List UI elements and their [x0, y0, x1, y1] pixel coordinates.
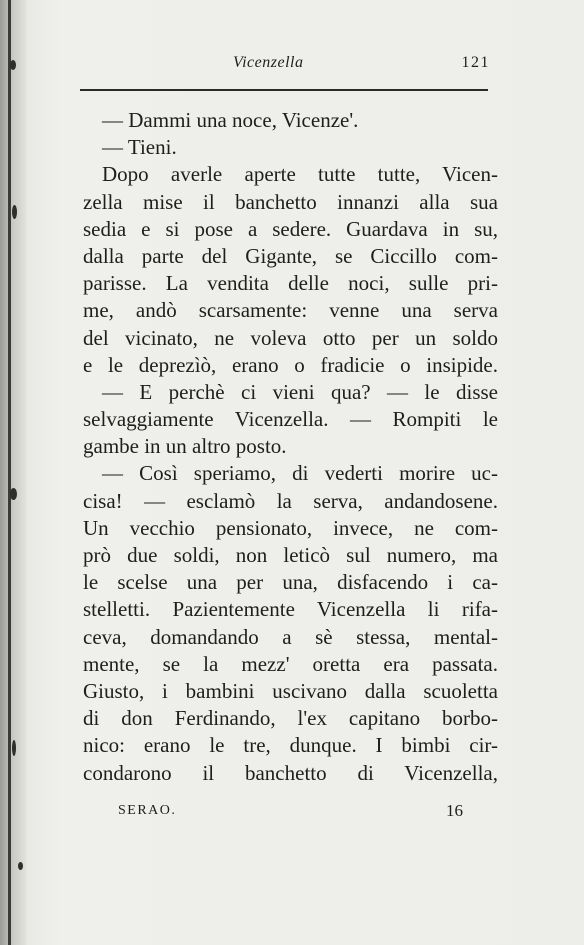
- text-line: prò due soldi, non leticò sul numero, ma: [83, 543, 498, 567]
- text-line: cisa! — esclamò la serva, andandosene.: [83, 488, 498, 513]
- text-line: gambe in un altro posto.: [83, 434, 287, 459]
- text-line: Un vecchio pensionato, invece, ne com-: [83, 515, 498, 540]
- text-line: condarono il banchetto di Vicenzella,: [83, 760, 498, 785]
- text-line: me, andò scarsamente: venne una serva: [83, 298, 498, 323]
- text-line: dalla parte del Gigante, se Ciccillo com-: [83, 243, 498, 268]
- text-line: mente, se la mezz' oretta era passata.: [83, 651, 498, 676]
- binding-edge: [8, 0, 11, 945]
- book-spine: [0, 0, 26, 945]
- text-line: parisse. La vendita delle noci, sulle pri-: [83, 271, 498, 296]
- page-number: 121: [461, 54, 490, 71]
- text-line: — Così speriamo, di vederti morire uc-: [102, 461, 498, 486]
- text-line: del vicinato, ne voleva otto per un soldo: [83, 325, 498, 350]
- text-line: zella mise il banchetto innanzi alla sua: [83, 189, 498, 214]
- body-text: [83, 107, 498, 787]
- signature-mark: SERAO.: [118, 803, 177, 818]
- text-line: selvaggiamente Vicenzella. — Rompiti le: [83, 407, 498, 432]
- ink-speck: [10, 488, 17, 500]
- ink-speck: [12, 205, 17, 219]
- text-line: ceva, domandando a sè stessa, mental-: [83, 624, 498, 649]
- text-line: — Tieni.: [102, 135, 177, 160]
- running-header: [85, 54, 490, 78]
- text-line: sedia e si pose a sedere. Guardava in su,: [83, 216, 498, 241]
- text-line: — E perchè ci vieni qua? — le disse: [102, 379, 498, 404]
- ink-speck: [18, 862, 23, 870]
- signature-footer: [118, 803, 463, 827]
- text-line: nico: erano le tre, dunque. I bimbi cir-: [83, 733, 498, 758]
- text-line: di don Ferdinando, l'ex capitano borbo-: [83, 706, 498, 731]
- text-line: Giusto, i bambini uscivano dalla scuoletta: [83, 678, 498, 703]
- ink-speck: [10, 60, 16, 70]
- text-line: e le deprezìò, erano o fradicie o insipide.: [83, 352, 498, 377]
- text-line: le scelse una per una, disfacendo i ca-: [83, 570, 498, 595]
- ink-speck: [12, 740, 16, 756]
- text-line: stelletti. Pazientemente Vicenzella li rifa-: [83, 597, 498, 622]
- signature-number: 16: [446, 801, 463, 820]
- header-rule: [80, 89, 488, 91]
- text-line: — Dammi una noce, Vicenze'.: [102, 108, 359, 132]
- running-title: Vicenzella: [233, 54, 304, 71]
- text-line: Dopo averle aperte tutte tutte, Vicen-: [102, 162, 498, 187]
